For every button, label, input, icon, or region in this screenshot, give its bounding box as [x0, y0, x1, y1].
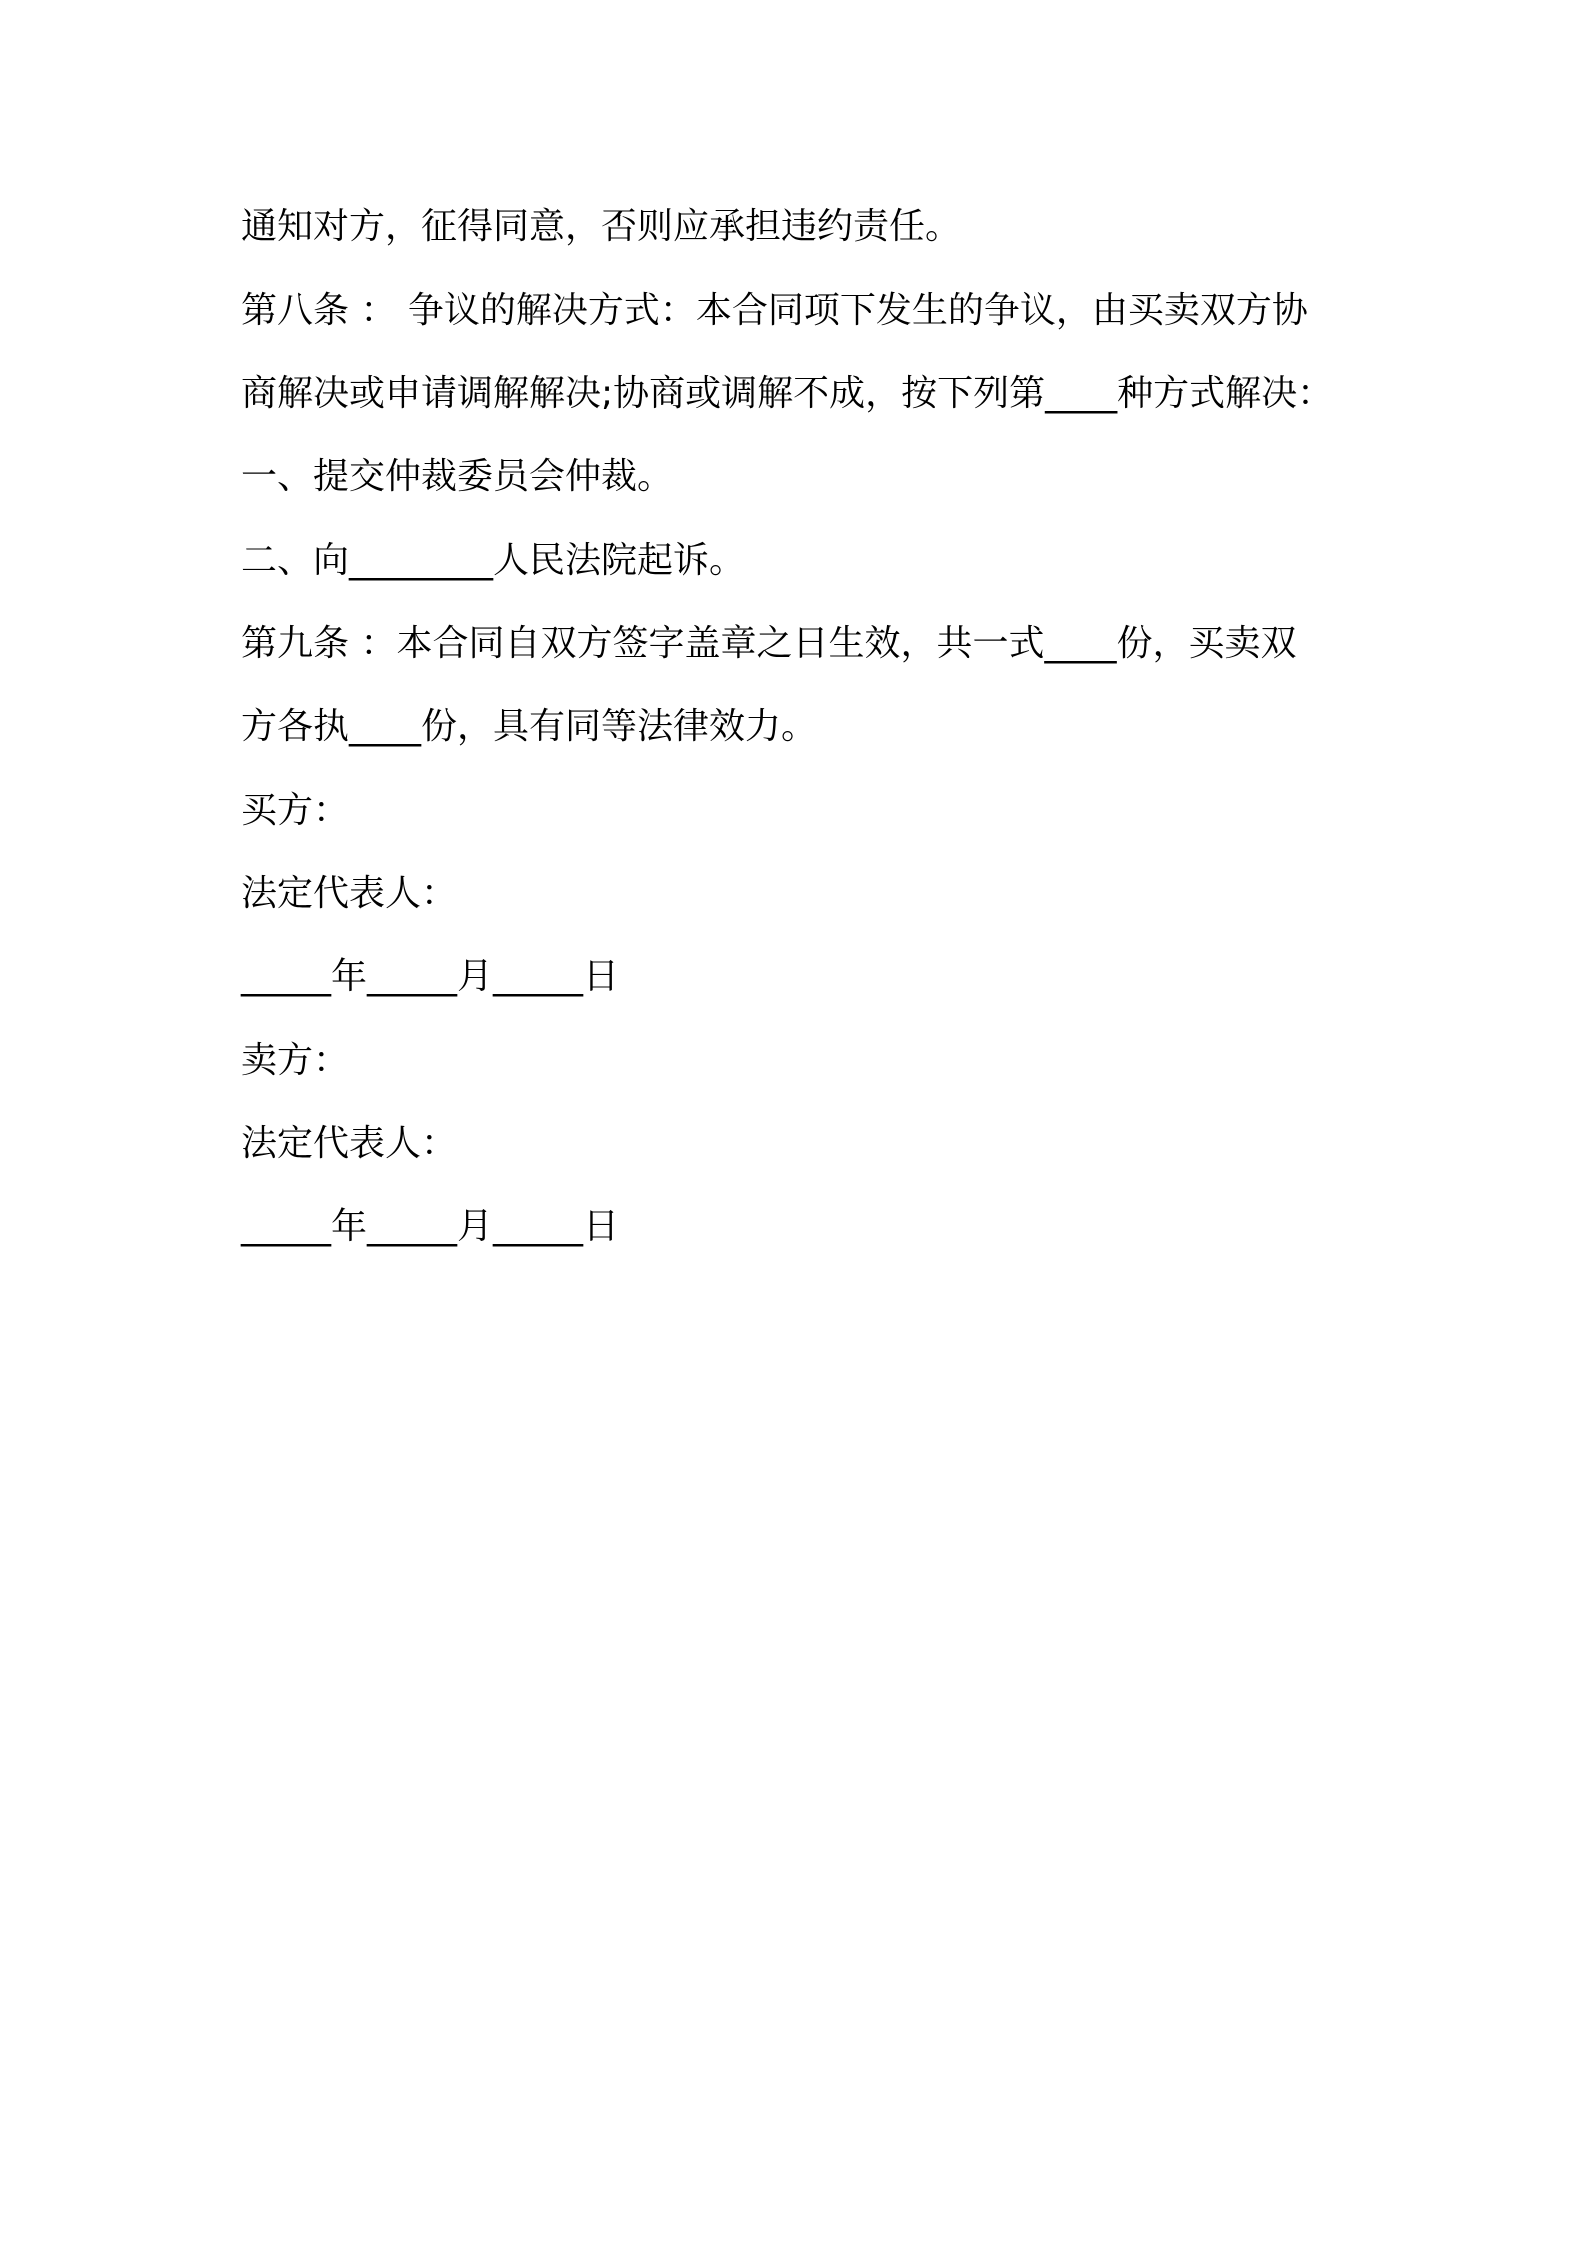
seller-label: 卖方： [241, 1040, 350, 1081]
clause-8-line-1: 第八条 ： 争议的解决方式：本合同项下发生的争议，由买卖双方协 [241, 290, 1308, 331]
clause-7-continuation: 通知对方，征得同意，否则应承担违约责任。 [241, 206, 962, 247]
clause-8-line-2: 商解决或申请调解解决;协商或调解不成，按下列第____种方式解决： [241, 373, 1334, 414]
buyer-legal-representative-label: 法定代表人： [241, 873, 458, 914]
seller-legal-representative-label: 法定代表人： [241, 1123, 458, 1164]
buyer-date-line: _____年_____月_____日 [241, 956, 619, 997]
clause-9-line-2: 方各执____份，具有同等法律效力。 [241, 706, 818, 747]
dispute-option-1: 一、提交仲裁委员会仲裁。 [241, 456, 674, 497]
dispute-option-2: 二、向________人民法院起诉。 [241, 540, 746, 581]
clause-9-line-1: 第九条 ：本合同自双方签字盖章之日生效，共一式____份，买卖双 [241, 623, 1297, 664]
buyer-label: 买方： [241, 790, 350, 831]
seller-date-line: _____年_____月_____日 [241, 1206, 619, 1247]
